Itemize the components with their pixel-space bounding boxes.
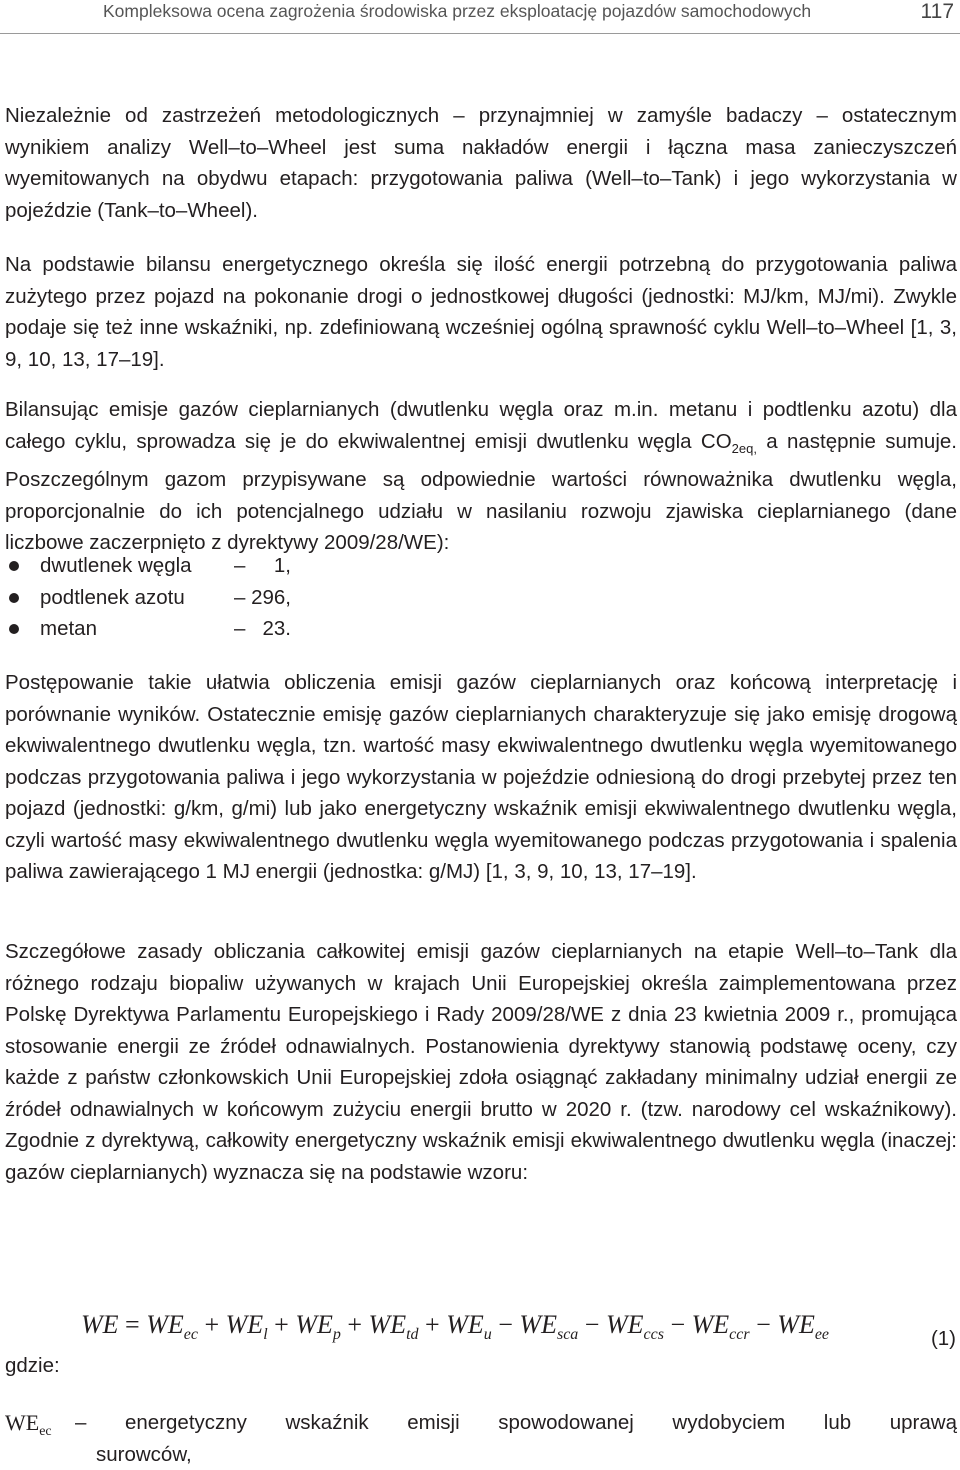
list-item <box>5 550 405 582</box>
equation-term-subscript: p <box>333 1326 341 1343</box>
paragraph-interpretation: Postępowanie takie ułatwia obliczenia emisji gazów cieplarnianych oraz końcową interpretację i porównanie wyników. Ostatecznie emisję gazów cieplarnianych charakteryzuje się jako emisję drogową ekwiwalentnego dwutlenku węgla, tzn. wartość masy ekwiwalentnego dwutlenku węgla wyemitowanego podczas przygotowania paliwa i jego wykorzystania w pojeździe odniesioną do drogi przebytej przez ten pojazd (jednostki: g/km, g/mi) lub jako energetyczny wskaźnik emisji ekwiwalentnego dwutlenku węgla, czyli wartość masy ekwiwalentnego dwutlenku węgla wyemitowanego podczas przygotowania i spalenia paliwa zawierającego 1 MJ energii (jednostka: g/MJ) [1, 3, 9, 10, 13, 17–19]. <box>5 667 957 888</box>
gas-equivalents-list <box>5 550 405 645</box>
equals-sign: = <box>119 1310 147 1339</box>
running-header-title: Kompleksowa ocena zagrożenia środowiska przez eksploatację pojazdów samochodowych <box>103 1 811 22</box>
equation-term-td: $WE_{td}$ <box>369 1310 419 1339</box>
paragraph-energy-balance: Na podstawie bilansu energetycznego określa się ilość energii potrzebną do przygotowania paliwa zużytego przez pojazd na pokonanie drogi o jednostkowej długości (jednostki: MJ/km, MJ/mi). Zwykle podaje się też inne wskaźniki, np. zdefiniowaną wcześniej ogólną sprawność cyklu Well–to–Wheel [1, 3, 9, 10, 13, 17–19]. <box>5 249 957 375</box>
equation-terms <box>146 1310 829 1339</box>
definition-text-continuation: surowców, <box>96 1439 192 1470</box>
where-label: gdzie: <box>5 1354 60 1378</box>
paragraph-well-to-wheel-result: Niezależnie od zastrzeżeń metodologicznych – przynajmniej w zamyśle badaczy – ostatecznym wynikiem analizy Well–to–Wheel jest suma nakładów energii i łączna masa zanieczyszczeń wyemitowanych na obydwu etapach: przygotowania paliwa (Well–to–Tank) i jego wykorzystania w pojeździe (Tank–to–Wheel). <box>5 100 957 226</box>
equation-term-subscript: ccr <box>729 1326 749 1343</box>
page-number: 117 <box>921 0 954 24</box>
equation-operator: + <box>341 1310 369 1339</box>
equation-term-u: $WE_u$ <box>446 1310 492 1339</box>
equation-term-ccs: $WE_{ccs}$ <box>606 1310 664 1339</box>
equation-operator: − <box>578 1310 606 1339</box>
equation-operator: + <box>419 1310 447 1339</box>
equation-operator: + <box>268 1310 296 1339</box>
equation-term-ccr: $WE_{ccr}$ <box>692 1310 750 1339</box>
list-item <box>5 582 405 614</box>
equation-term-ec: $WE_{ec}$ <box>146 1310 198 1339</box>
equation-operator: − <box>664 1310 692 1339</box>
gas-equivalent-value: – 23. <box>234 613 291 645</box>
definition-term-subscript: ec <box>39 1424 51 1439</box>
definition-text: – energetyczny wskaźnik emisji spowodowanej wydobyciem lub uprawą <box>75 1407 957 1439</box>
equation-term-subscript: ec <box>184 1326 198 1343</box>
gas-name: metan <box>40 613 97 645</box>
equation-operator: − <box>750 1310 778 1339</box>
definition-term <box>5 1407 52 1448</box>
running-header <box>0 0 960 34</box>
equation-term-subscript: ee <box>815 1326 829 1343</box>
equation-term-sca: $WE_{sca}$ <box>519 1310 578 1339</box>
equation-number: (1) <box>931 1327 956 1351</box>
equation-term-subscript: l <box>263 1326 267 1343</box>
co2-subscript: 2eq, <box>732 441 757 456</box>
equation-1 <box>68 1280 829 1344</box>
paragraph-text-part: a następnie sumuje. Poszczególnym gazom przypisywane są odpowiednie wartości równoważnika dwutlenku węgla, proporcjonalnie do ich potencjalnego udziału w nasilaniu rozwoju zjawiska cieplarnianego (dane liczbowe zaczerpnięto z dyrektywy 2009/28/WE): <box>5 430 957 555</box>
equation-term-subscript: sca <box>557 1326 578 1343</box>
bullet-icon <box>9 593 19 603</box>
equation-term-ee: $WE_{ee}$ <box>777 1310 829 1339</box>
gas-equivalent-value: – 296, <box>234 582 291 614</box>
header-divider <box>0 33 960 34</box>
gas-name: dwutlenek węgla <box>40 550 192 582</box>
definition-term-base: WE <box>5 1410 39 1435</box>
equation-term-subscript: u <box>484 1326 492 1343</box>
bullet-icon <box>9 624 19 634</box>
equation-term-p: $WE_p$ <box>295 1310 341 1339</box>
gas-equivalent-value: – 1, <box>234 550 291 582</box>
bullet-icon <box>9 561 19 571</box>
list-item <box>5 613 405 645</box>
paragraph-greenhouse-gases <box>5 394 957 559</box>
paragraph-text-part: Bilansując emisje gazów cieplarnianych (dwutlenku węgla oraz m.in. metanu i podtlenku azotu) dla całego cyklu, sprowadza się je do ekwiwalentnej emisji dwutlenku węgla CO <box>5 398 957 453</box>
equation-operator: − <box>492 1310 520 1339</box>
equation-lhs: WE <box>81 1310 119 1339</box>
paragraph-directive: Szczegółowe zasady obliczania całkowitej emisji gazów cieplarnianych na etapie Well–to–Tank dla różnego rodzaju biopaliw używanych w krajach Unii Europejskiej określa zaimplementowana przez Polskę Dyrektywa Parlamentu Europejskiego i Rady 2009/28/WE z dnia 23 kwietnia 2009 r., promująca stosowanie energii ze źródeł odnawialnych. Postanowienia dyrektywy stanowią podstawę oceny, czy każde z państw członkowskich Unii Europejskiej zdoła osiągnąć zakładany minimalny udział energii ze źródeł odnawialnych w końcowym zużyciu energii brutto w 2020 r. (tzw. narodowy cel wskaźnikowy). Zgodnie z dyrektywą, całkowity energetyczny wskaźnik emisji ekwiwalentnego dwutlenku węgla (inaczej: gazów cieplarnianych) wyznacza się na podstawie wzoru: <box>5 936 957 1188</box>
gas-name: podtlenek azotu <box>40 582 185 614</box>
equation-term-subscript: ccs <box>644 1326 664 1343</box>
equation-term-l: $WE_l$ <box>226 1310 268 1339</box>
equation-operator: + <box>198 1310 226 1339</box>
equation-term-subscript: td <box>406 1326 418 1343</box>
